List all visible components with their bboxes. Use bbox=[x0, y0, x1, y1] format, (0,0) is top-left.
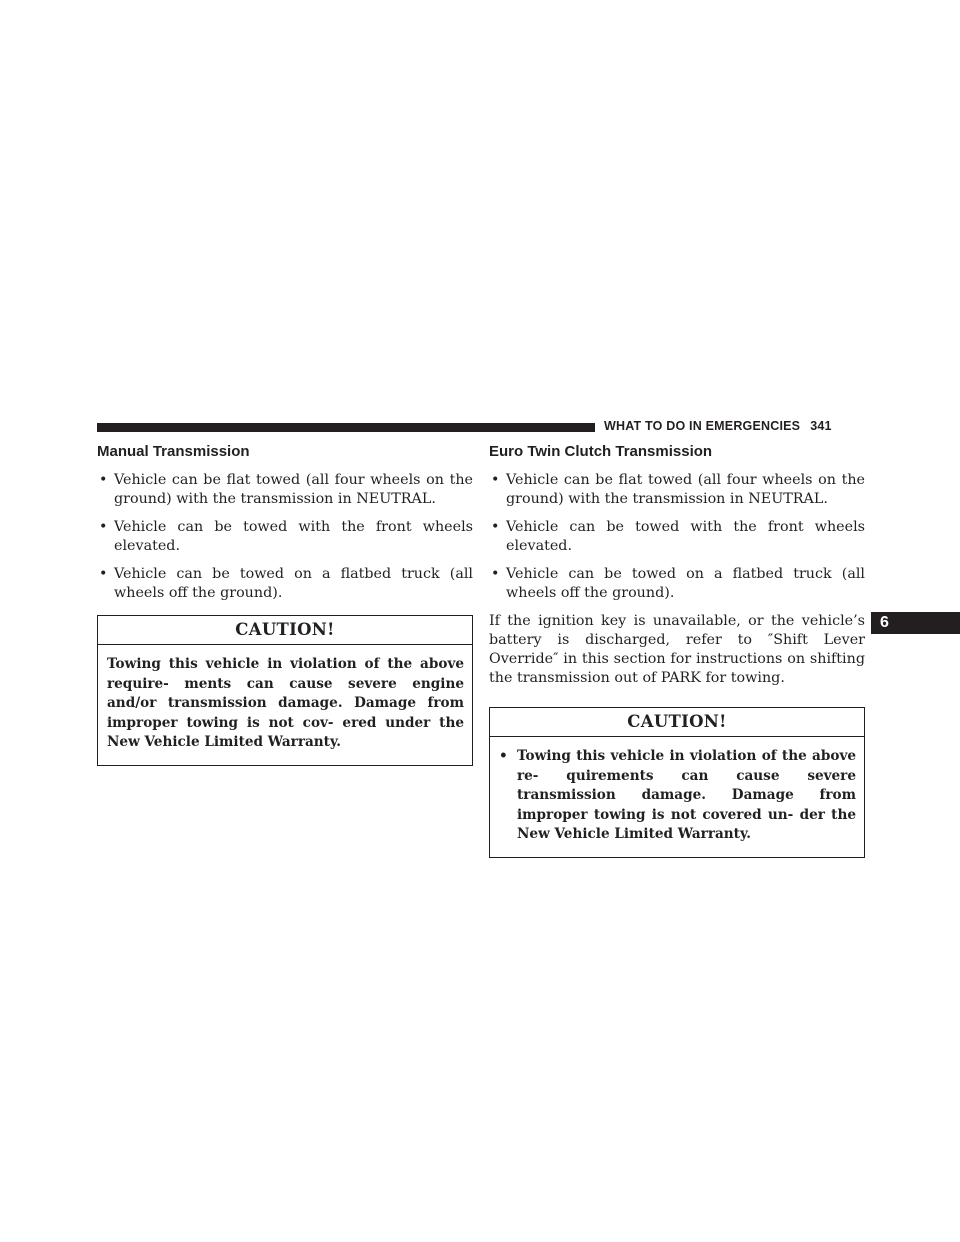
header-rule-bar bbox=[97, 423, 595, 432]
manual-transmission-list bbox=[97, 471, 473, 603]
euro-twin-clutch-heading: Euro Twin Clutch Transmission bbox=[489, 443, 713, 460]
caution-box-euro bbox=[489, 707, 865, 858]
manual-transmission-heading: Manual Transmission bbox=[97, 443, 250, 460]
caution-box-manual bbox=[97, 615, 473, 766]
right-column bbox=[489, 443, 865, 858]
caution-body bbox=[490, 737, 864, 857]
chapter-tab: 6 bbox=[871, 612, 960, 634]
list-item: • Vehicle can be flat towed (all four wheels on the ground) with the transmission in NEUTRAL. bbox=[97, 471, 473, 509]
section-title: WHAT TO DO IN EMERGENCIES bbox=[604, 419, 801, 433]
list-item: • Vehicle can be flat towed (all four wheels on the ground) with the transmission in NEUTRAL. bbox=[489, 471, 865, 509]
list-item: • Vehicle can be towed with the front wheels elevated. bbox=[489, 518, 865, 556]
caution-bullet-text: • Towing this vehicle in violation of the above re- quirements can cause severe transmission damage. Damage from improper towing is not covered un- der the New Vehicle Limited Warranty. bbox=[499, 747, 856, 845]
ignition-key-paragraph: If the ignition key is unavailable, or the vehicle’s battery is discharged, refer to ″Shift Lever Override″ in this section for instructions on shifting the transmission out of PARK for towing. bbox=[489, 613, 865, 686]
running-header bbox=[604, 419, 832, 433]
list-item: • Vehicle can be towed with the front wheels elevated. bbox=[97, 518, 473, 556]
euro-twin-clutch-list bbox=[489, 471, 865, 603]
left-column bbox=[97, 443, 473, 766]
list-item: • Vehicle can be towed on a flatbed truck (all wheels off the ground). bbox=[97, 565, 473, 603]
caution-title: CAUTION! bbox=[98, 616, 472, 645]
caution-text: Towing this vehicle in violation of the above require- ments can cause severe engine and/or transmission damage. Damage from improper towing is not cov- ered under the New Vehicle Limited Warranty. bbox=[107, 656, 464, 750]
list-item: • Vehicle can be towed on a flatbed truck (all wheels off the ground). bbox=[489, 565, 865, 603]
caution-title: CAUTION! bbox=[490, 708, 864, 737]
page-number: 341 bbox=[810, 419, 832, 433]
